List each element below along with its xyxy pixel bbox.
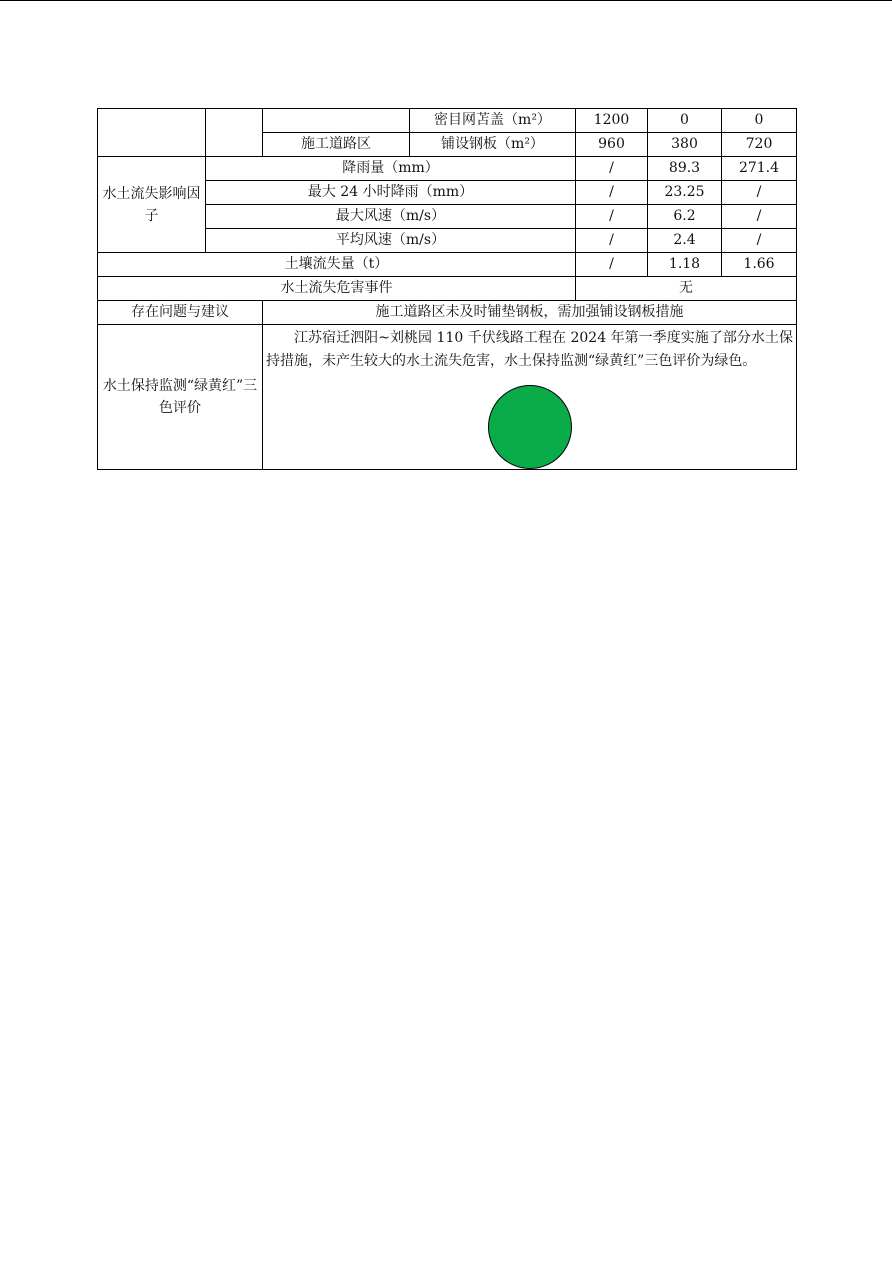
value-cell: / — [576, 229, 648, 253]
value-cell: / — [576, 157, 648, 181]
page-top-border — [0, 0, 892, 1]
issues-label: 存在问题与建议 — [98, 301, 263, 325]
value-cell: / — [576, 181, 648, 205]
value-cell: 1.18 — [648, 253, 722, 277]
rainfall-label: 降雨量（mm） — [206, 157, 576, 181]
value-cell: / — [722, 205, 797, 229]
value-cell: / — [576, 253, 648, 277]
evaluation-cell — [263, 325, 797, 470]
blank-cell — [206, 109, 263, 157]
value-cell: 1.66 — [722, 253, 797, 277]
soil-loss-label: 土壤流失量（t） — [98, 253, 576, 277]
evaluation-text: 江苏宿迁泗阳~刘桃园 110 千伏线路工程在 2024 年第一季度实施了部分水土保持措施，未产生较大的水土流失危害，水土保持监测“绿黄红”三色评价为绿色。 — [266, 330, 793, 369]
value-cell: / — [722, 229, 797, 253]
factors-label: 水土流失影响因子 — [98, 157, 206, 253]
hazard-label: 水土流失危害事件 — [98, 277, 576, 301]
value-cell: 0 — [722, 109, 797, 133]
value-cell: 0 — [648, 109, 722, 133]
value-cell: 720 — [722, 133, 797, 157]
blank-cell — [98, 109, 206, 157]
value-cell: / — [722, 181, 797, 205]
measure-item-label: 铺设钢板（m²） — [410, 133, 576, 157]
issues-value: 施工道路区未及时铺垫钢板，需加强铺设钢板措施 — [263, 301, 797, 325]
value-cell: 960 — [576, 133, 648, 157]
table-row — [98, 109, 797, 133]
value-cell: 89.3 — [648, 157, 722, 181]
table-row — [98, 157, 797, 181]
value-cell: 6.2 — [648, 205, 722, 229]
value-cell: 271.4 — [722, 157, 797, 181]
value-cell: 23.25 — [648, 181, 722, 205]
max-wind-label: 最大风速（m/s） — [206, 205, 576, 229]
table-row — [98, 325, 797, 470]
value-cell: / — [576, 205, 648, 229]
table-row — [98, 253, 797, 277]
value-cell: 2.4 — [648, 229, 722, 253]
table-row — [98, 277, 797, 301]
measure-item-label: 密目网苫盖（m²） — [410, 109, 576, 133]
hazard-value: 无 — [576, 277, 797, 301]
area-label: 施工道路区 — [263, 133, 410, 157]
blank-cell — [263, 109, 410, 133]
green-rating-circle — [488, 385, 572, 469]
value-cell: 1200 — [576, 109, 648, 133]
monitoring-table — [97, 108, 797, 470]
table-row — [98, 301, 797, 325]
value-cell: 380 — [648, 133, 722, 157]
avg-wind-label: 平均风速（m/s） — [206, 229, 576, 253]
max-rain-label: 最大 24 小时降雨（mm） — [206, 181, 576, 205]
evaluation-dot-wrap — [266, 385, 793, 469]
evaluation-label: 水土保持监测“绿黄红”三色评价 — [98, 325, 263, 470]
